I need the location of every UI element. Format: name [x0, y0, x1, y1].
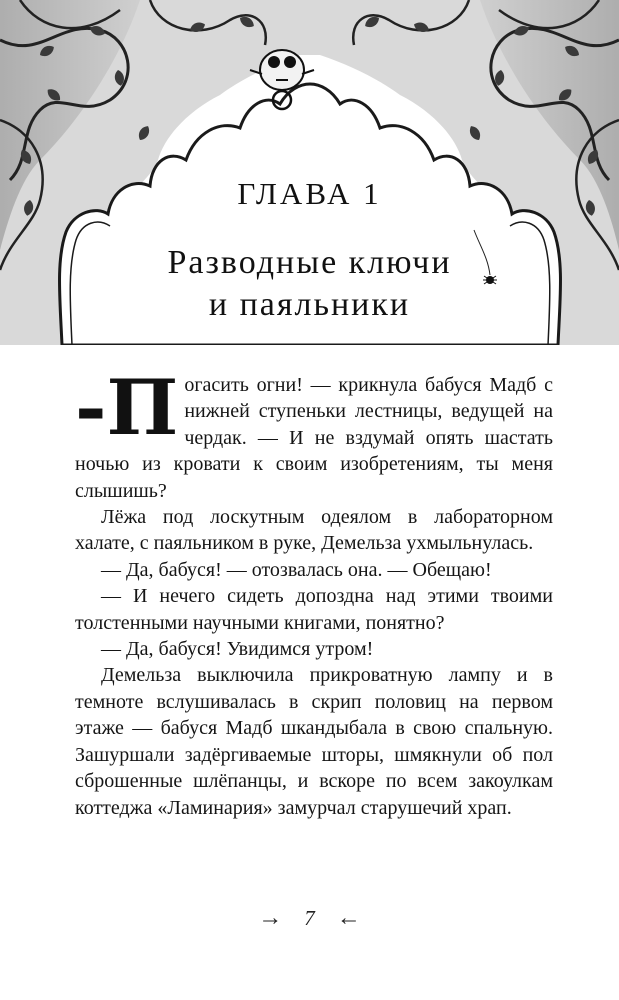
paragraph-5: — Да, бабуся! Увидимся утром!	[101, 638, 374, 661]
chapter-number: ГЛАВА 1	[237, 176, 382, 211]
arrow-left-icon: ←	[336, 905, 361, 931]
paragraph-2: Лёжа под лоскутным одеялом в лабораторном халате, с паяльником в руке, Демельза ухмыльнулась.	[75, 506, 553, 555]
chapter-title-line-1: Разводные ключи	[167, 244, 452, 281]
page-footer	[0, 905, 619, 932]
paragraph-3: — Да, бабуся! — отозвалась она. — Обещаю!	[101, 558, 492, 581]
body-text	[75, 363, 553, 821]
drop-cap: -П	[75, 363, 179, 452]
paragraph-1	[75, 363, 553, 504]
arrow-right-icon: →	[258, 905, 283, 931]
paragraph-4: — И нечего сидеть допоздна над этими твоими толстенными научными книгами, понятно?	[75, 585, 553, 634]
paragraph-1-text: огасить огни! — крикнула бабуся Мадб с нижней ступеньки лестницы, ведущей на чердак. — И не вздумай опять шастать ночью из кровати к своим изобретениям, ты меня слышишь?	[75, 374, 553, 502]
page-number: 7	[304, 906, 315, 930]
chapter-title	[0, 242, 619, 326]
paragraph-6: Демельза выключила прикроватную лампу и в темноте вслушивалась в скрип половиц на первом этаже — бабуся Мадб шкандыбала в свою спальную. Зашуршали задёргиваемые шторы, шмякнули об пол сброшенные шлёпанцы, и вскоре по всем закоулкам коттеджа «Ламинария» замурчал старушечий храп.	[75, 664, 553, 819]
chapter-title-line-2: и паяльники	[208, 286, 411, 323]
